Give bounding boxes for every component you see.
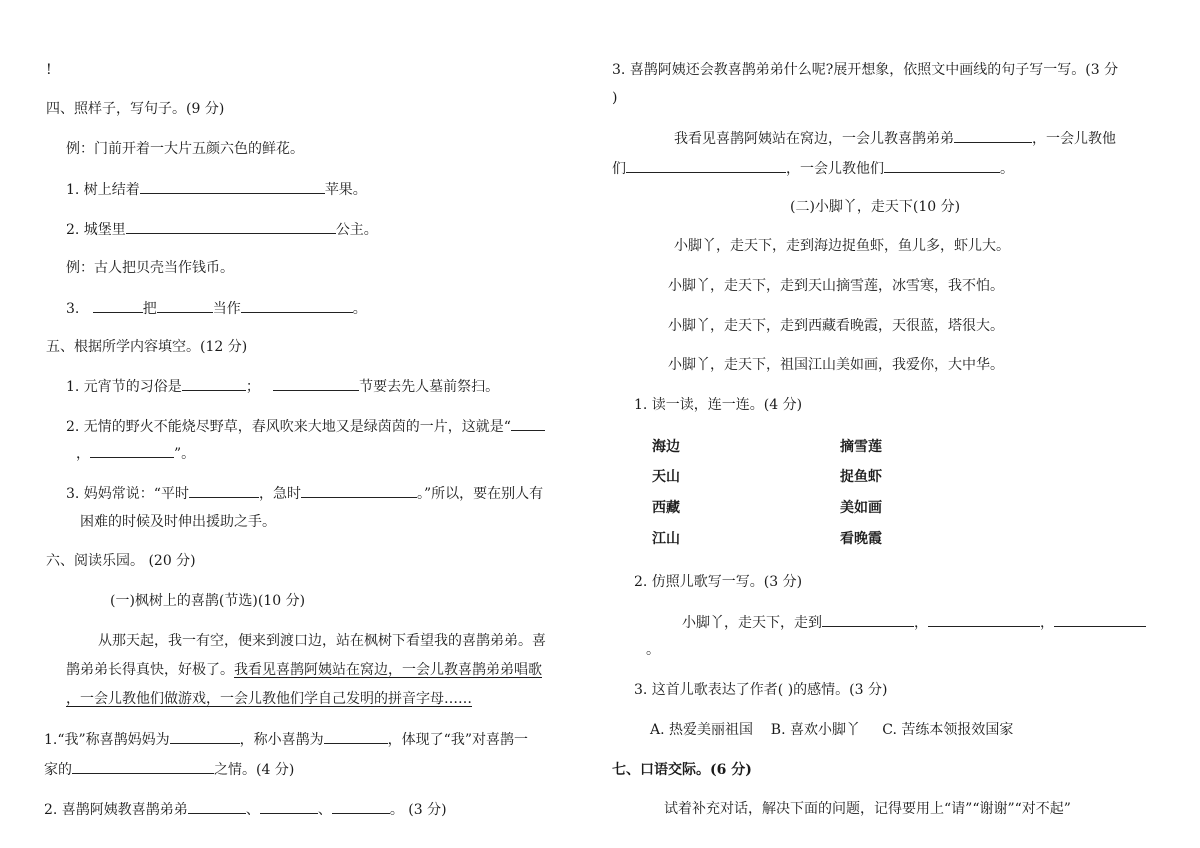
q-text: 2. 喜鹊阿姨教喜鹊弟弟 [44, 802, 188, 818]
answer-blank[interactable] [90, 443, 174, 458]
answer-blank[interactable] [72, 759, 214, 774]
question-6-3-line2: ) [612, 90, 618, 106]
poem-line-3: 小脚丫，走天下，走到西藏看晚霞，天很蓝，塔很大。 [668, 318, 1004, 334]
question-5-2 [66, 416, 545, 437]
imitation-line-2 [612, 158, 1014, 179]
question-5-1 [66, 376, 499, 397]
q-text: ，一会儿教他 [1032, 131, 1116, 147]
q-text: 1. 树上结着 [66, 182, 140, 198]
answer-blank[interactable] [140, 179, 325, 194]
answer-blank[interactable] [126, 219, 336, 234]
answer-blank[interactable] [1054, 612, 1146, 627]
match-right-item[interactable]: 美如画 [840, 500, 882, 516]
q-text: 、 [317, 802, 332, 818]
match-left-item[interactable]: 西藏 [652, 500, 680, 516]
section-4-heading: 四、照样子，写句子。(9 分) [46, 101, 225, 117]
passage-line-3 [66, 689, 472, 709]
answer-blank[interactable] [157, 298, 213, 313]
match-left-item[interactable]: 海边 [652, 439, 680, 455]
q-text: 。”所以，要在别人有 [416, 486, 544, 502]
imitation-poem-line [682, 612, 1146, 633]
question-4-2 [66, 219, 378, 240]
answer-blank[interactable] [332, 799, 390, 814]
answer-blank[interactable] [93, 298, 143, 313]
q-text: ，体现了“我”对喜鹊一 [387, 732, 528, 748]
poem-line-4: 小脚丫，走天下，祖国江山美如画，我爱你，大中华。 [668, 357, 1004, 373]
question-6-1-line2 [44, 759, 294, 780]
answer-blank[interactable] [822, 612, 914, 627]
q-text: 苹果。 [324, 182, 367, 198]
section-7-heading: 七、口语交际。(6 分) [612, 762, 752, 778]
q-text: 2. 无情的野火不能烧尽野草，春风吹来大地又是绿茵茵的一片，这就是“ [66, 419, 511, 435]
match-right-item[interactable]: 捉鱼虾 [840, 469, 882, 485]
question-5-3 [66, 483, 543, 504]
question-6-2 [44, 799, 447, 820]
q-text: ”。 [174, 446, 196, 462]
underlined-sentence: 我看见喜鹊阿姨站在窝边，一会儿教喜鹊弟弟唱歌 [234, 662, 542, 678]
question-p2-1: 1. 读一读，连一连。(4 分) [634, 397, 803, 413]
section-5-heading: 五、根据所学内容填空。(12 分) [46, 339, 248, 355]
question-4-1 [66, 179, 367, 200]
answer-blank[interactable] [189, 483, 259, 498]
answer-blank[interactable] [260, 799, 318, 814]
answer-blank[interactable] [954, 128, 1032, 143]
match-left-item[interactable]: 天山 [652, 469, 680, 485]
q-text: ，急时 [258, 486, 301, 502]
section-7-instructions: 试着补充对话，解决下面的问题，记得要用上“请”“谢谢”“对不起” [664, 801, 1071, 817]
answer-blank[interactable] [928, 612, 1040, 627]
answer-blank[interactable] [273, 376, 359, 391]
passage-line-1: 从那天起，我一有空，便来到渡口边，站在枫树下看望我的喜鹊弟弟。喜 [98, 633, 546, 649]
q-text: 节要去先人墓前祭扫。 [359, 379, 500, 395]
passage-line-2 [66, 660, 542, 680]
question-5-2-line2 [76, 443, 195, 464]
stray-mark: ! [46, 62, 52, 78]
question-4-3 [66, 298, 367, 319]
q-text: ，称小喜鹊为 [239, 732, 324, 748]
answer-blank[interactable] [182, 376, 246, 391]
question-6-3: 3. 喜鹊阿姨还会教喜鹊弟弟什么呢?展开想象，依照文中画线的句子写一写。(3 分 [612, 62, 1119, 78]
q-text: 之情。(4 分) [214, 762, 295, 778]
match-left-item[interactable]: 江山 [652, 531, 680, 547]
question-p2-2: 2. 仿照儿歌写一写。(3 分) [634, 574, 803, 590]
answer-blank[interactable] [241, 298, 353, 313]
poem-line-1: 小脚丫，走天下，走到海边捉鱼虾，鱼儿多，虾儿大。 [674, 238, 1010, 254]
answer-blank[interactable] [511, 416, 545, 431]
q-text: 2. 城堡里 [66, 222, 126, 238]
example-sentence-1: 例：门前开着一大片五颜六色的鲜花。 [66, 141, 304, 157]
q-text: 家的 [44, 762, 72, 778]
answer-blank[interactable] [170, 729, 240, 744]
q-text: ，一会儿教他们 [786, 161, 884, 177]
q-text: 当作 [212, 301, 241, 317]
q-text: 小脚丫，走天下，走到 [682, 615, 822, 631]
q-text: 。 (3 分) [389, 802, 447, 818]
reading-1-title: (一)枫树上的喜鹊(节选)(10 分) [110, 593, 306, 609]
answer-blank[interactable] [188, 799, 246, 814]
q-text: 们 [612, 161, 626, 177]
match-right-item[interactable]: 看晚霞 [840, 531, 882, 547]
imitation-poem-end: 。 [646, 642, 660, 658]
question-p2-3: 3. 这首儿歌表达了作者( )的感情。(3 分) [634, 682, 888, 698]
q-text: ， [76, 446, 90, 462]
q-text: 。 [1000, 161, 1014, 177]
match-right-item[interactable]: 摘雪莲 [840, 439, 882, 455]
section-6-heading: 六、阅读乐园。 (20 分) [46, 553, 196, 569]
underlined-sentence: ，一会儿教他们做游戏，一会儿教他们学自己发明的拼音字母…… [66, 691, 472, 707]
q-text: ， [1040, 615, 1054, 631]
answer-blank[interactable] [301, 483, 417, 498]
q-text: 、 [245, 802, 260, 818]
q-text: 公主。 [335, 222, 378, 238]
answer-blank[interactable] [324, 729, 388, 744]
answer-blank[interactable] [884, 158, 1000, 173]
answer-blank[interactable] [626, 158, 786, 173]
q-num: 3. [66, 301, 80, 317]
q-text: 。 [352, 301, 367, 317]
q-text: ； [245, 379, 260, 395]
example-sentence-2: 例：古人把贝壳当作钱币。 [66, 260, 234, 276]
q-text: 我看见喜鹊阿姨站在窝边，一会儿教喜鹊弟弟 [674, 131, 954, 147]
q-text: 1. 元宵节的习俗是 [66, 379, 182, 395]
question-6-1 [44, 729, 528, 750]
answer-options: A. 热爱美丽祖国 B. 喜欢小脚丫 C. 苦练本领报效国家 [650, 722, 1014, 738]
reading-2-title: (二)小脚丫，走天下(10 分) [790, 199, 961, 215]
q-text: 把 [142, 301, 157, 317]
q-text: 1.“我”称喜鹊妈妈为 [44, 732, 170, 748]
imitation-line-1 [674, 128, 1116, 149]
q-text: 3. 妈妈常说：“平时 [66, 486, 189, 502]
q-text: ， [914, 615, 928, 631]
passage-text: 鹊弟弟长得真快，好极了。 [66, 662, 234, 678]
poem-line-2: 小脚丫，走天下，走到天山摘雪莲，冰雪寒，我不怕。 [668, 278, 1004, 294]
question-5-3-line2: 困难的时候及时伸出援助之手。 [80, 514, 276, 530]
